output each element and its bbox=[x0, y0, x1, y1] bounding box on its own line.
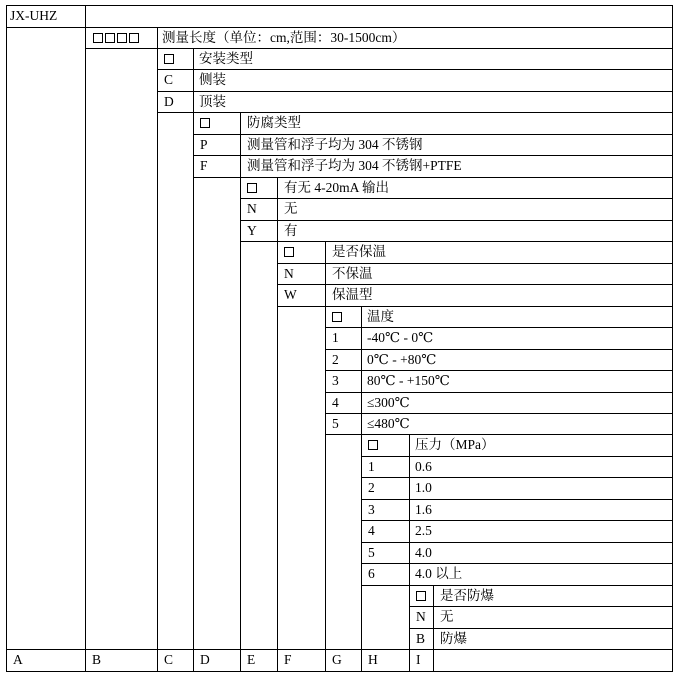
code-box-icon bbox=[368, 440, 378, 450]
pressure-code: 1 bbox=[368, 459, 375, 474]
rule bbox=[240, 241, 673, 242]
temperature-label: 0℃ - +80℃ bbox=[367, 352, 437, 367]
insulation-code: N bbox=[284, 266, 294, 281]
rule bbox=[361, 520, 673, 521]
rule bbox=[325, 349, 673, 350]
rule bbox=[6, 649, 673, 650]
output-label: 有 bbox=[284, 223, 298, 238]
rule bbox=[157, 69, 673, 70]
output-code-box bbox=[247, 180, 259, 196]
explosion-code: B bbox=[416, 631, 426, 646]
column-letter: D bbox=[200, 652, 210, 667]
rule bbox=[157, 91, 673, 92]
code-box-icon bbox=[105, 33, 115, 43]
install-code: D bbox=[164, 94, 174, 109]
code-box-icon bbox=[247, 183, 257, 193]
rule bbox=[361, 585, 673, 586]
rule bbox=[6, 671, 673, 672]
column-letter: F bbox=[284, 652, 292, 667]
rule bbox=[409, 606, 673, 607]
column-letter: G bbox=[332, 652, 342, 667]
rule bbox=[409, 434, 410, 672]
rule bbox=[6, 27, 673, 28]
output-code: N bbox=[247, 201, 257, 216]
code-box-icon bbox=[164, 54, 174, 64]
pressure-code: 5 bbox=[368, 545, 375, 560]
rule bbox=[277, 306, 673, 307]
output-header: 有无 4-20mA 输出 bbox=[284, 180, 390, 195]
insulation-code: W bbox=[284, 287, 297, 302]
corrosion-label: 测量管和浮子均为 304 不锈钢 bbox=[247, 137, 423, 152]
explosion-label: 防爆 bbox=[440, 631, 467, 646]
code-box-icon bbox=[93, 33, 103, 43]
corrosion-code: P bbox=[200, 137, 208, 152]
corrosion-code-box bbox=[200, 115, 212, 131]
code-box-icon bbox=[284, 247, 294, 257]
rule bbox=[361, 477, 673, 478]
length-header: 测量长度（单位：cm,范围：30-1500cm） bbox=[162, 30, 406, 45]
pressure-label: 0.6 bbox=[415, 459, 432, 474]
rule bbox=[6, 5, 673, 6]
corrosion-header: 防腐类型 bbox=[247, 115, 301, 130]
explosion-label: 无 bbox=[440, 609, 454, 624]
code-box-icon bbox=[416, 591, 426, 601]
temperature-label: ≤300℃ bbox=[367, 395, 410, 410]
pressure-header: 压力（MPa） bbox=[415, 437, 495, 452]
insulation-label: 不保温 bbox=[332, 266, 373, 281]
rule bbox=[193, 177, 673, 178]
column-letter: C bbox=[164, 652, 174, 667]
rule bbox=[193, 155, 673, 156]
temperature-label: 80℃ - +150℃ bbox=[367, 373, 450, 388]
explosion-code: N bbox=[416, 609, 426, 624]
corrosion-code: F bbox=[200, 158, 208, 173]
pressure-label: 4.0 以上 bbox=[415, 566, 463, 581]
insulation-header: 是否保温 bbox=[332, 244, 386, 259]
rule bbox=[325, 241, 326, 672]
column-letter: I bbox=[416, 652, 421, 667]
code-box-icon bbox=[117, 33, 127, 43]
temperature-label: -40℃ - 0℃ bbox=[367, 330, 434, 345]
rule bbox=[6, 5, 7, 672]
pressure-label: 1.6 bbox=[415, 502, 432, 517]
rule bbox=[85, 48, 673, 49]
rule bbox=[325, 413, 673, 414]
temperature-code: 3 bbox=[332, 373, 339, 388]
install-code-box bbox=[164, 51, 176, 67]
rule bbox=[240, 198, 673, 199]
temperature-code-box bbox=[332, 309, 344, 325]
corrosion-label: 测量管和浮子均为 304 不锈钢+PTFE bbox=[247, 158, 462, 173]
pressure-code: 6 bbox=[368, 566, 375, 581]
pressure-code: 2 bbox=[368, 480, 375, 495]
rule bbox=[240, 112, 241, 672]
install-header: 安装类型 bbox=[199, 51, 253, 66]
explosion-header: 是否防爆 bbox=[440, 588, 494, 603]
explosion-code-box bbox=[416, 588, 428, 604]
rule bbox=[277, 284, 673, 285]
rule bbox=[433, 585, 434, 672]
rule bbox=[361, 499, 673, 500]
pressure-label: 4.0 bbox=[415, 545, 432, 560]
pressure-label: 2.5 bbox=[415, 523, 432, 538]
temperature-header: 温度 bbox=[367, 309, 394, 324]
pressure-code: 4 bbox=[368, 523, 375, 538]
output-label: 无 bbox=[284, 201, 298, 216]
rule bbox=[325, 327, 673, 328]
output-code: Y bbox=[247, 223, 257, 238]
rule bbox=[672, 5, 673, 672]
column-letter: B bbox=[92, 652, 102, 667]
pressure-code-box bbox=[368, 437, 380, 453]
rule bbox=[361, 456, 673, 457]
pressure-label: 1.0 bbox=[415, 480, 432, 495]
temperature-code: 1 bbox=[332, 330, 339, 345]
model-code: JX-UHZ bbox=[10, 8, 58, 23]
pressure-code: 3 bbox=[368, 502, 375, 517]
code-box-icon bbox=[200, 118, 210, 128]
insulation-code-box bbox=[284, 244, 296, 260]
rule bbox=[361, 306, 362, 672]
install-code: C bbox=[164, 72, 174, 87]
length-code-slots bbox=[93, 30, 141, 46]
temperature-code: 5 bbox=[332, 416, 339, 431]
rule bbox=[277, 177, 278, 672]
rule bbox=[325, 434, 673, 435]
rule bbox=[361, 542, 673, 543]
rule bbox=[240, 220, 673, 221]
rule bbox=[361, 563, 673, 564]
temperature-label: ≤480℃ bbox=[367, 416, 410, 431]
rule bbox=[157, 27, 158, 672]
column-letter: H bbox=[368, 652, 378, 667]
rule bbox=[409, 628, 673, 629]
column-letter: A bbox=[13, 652, 23, 667]
rule bbox=[325, 370, 673, 371]
rule bbox=[277, 263, 673, 264]
code-box-icon bbox=[129, 33, 139, 43]
rule bbox=[193, 134, 673, 135]
rule bbox=[157, 112, 673, 113]
column-letter: E bbox=[247, 652, 256, 667]
rule bbox=[85, 5, 86, 672]
temperature-code: 4 bbox=[332, 395, 339, 410]
rule bbox=[325, 392, 673, 393]
rule bbox=[193, 48, 194, 672]
insulation-label: 保温型 bbox=[332, 287, 373, 302]
code-box-icon bbox=[332, 312, 342, 322]
temperature-code: 2 bbox=[332, 352, 339, 367]
install-label: 侧装 bbox=[199, 72, 226, 87]
install-label: 顶装 bbox=[199, 94, 226, 109]
